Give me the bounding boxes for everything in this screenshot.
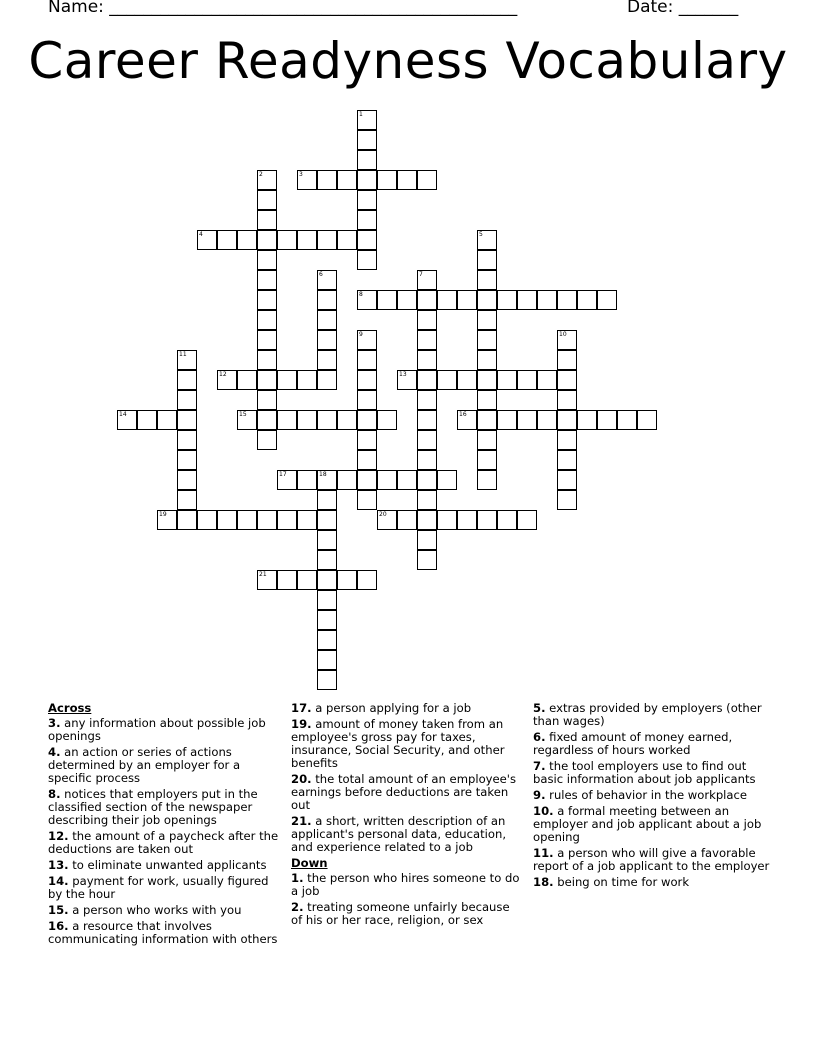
crossword-cell[interactable]: [357, 330, 377, 350]
crossword-cell[interactable]: [177, 430, 197, 450]
crossword-cell[interactable]: [257, 170, 277, 190]
crossword-cell[interactable]: [417, 310, 437, 330]
crossword-cell[interactable]: [297, 370, 317, 390]
crossword-cell[interactable]: [557, 290, 577, 310]
crossword-cell[interactable]: [317, 470, 337, 490]
clue-number: 12.: [48, 829, 69, 843]
crossword-cell[interactable]: [197, 230, 217, 250]
clue-text: extras provided by employers (other than wages): [533, 701, 762, 728]
crossword-cell[interactable]: [237, 230, 257, 250]
crossword-cell[interactable]: [457, 370, 477, 390]
cell-clue-number: 11: [179, 351, 187, 358]
clue-text: payment for work, usually figured by the hour: [48, 874, 269, 901]
crossword-cell[interactable]: [257, 210, 277, 230]
crossword-cell[interactable]: [317, 590, 337, 610]
crossword-cell[interactable]: [417, 490, 437, 510]
crossword-cell[interactable]: [557, 410, 577, 430]
crossword-cell[interactable]: [417, 330, 437, 350]
clues-column-2: [291, 702, 523, 930]
clue-text: fixed amount of money earned, regardless of hours worked: [533, 730, 733, 757]
crossword-cell[interactable]: [177, 370, 197, 390]
crossword-cell[interactable]: [297, 510, 317, 530]
clue-across-14: [48, 875, 283, 901]
crossword-cell[interactable]: [177, 470, 197, 490]
crossword-cell[interactable]: [417, 370, 437, 390]
clue-text: notices that employers put in the classified section of the newspaper describing their job openings: [48, 787, 258, 827]
clue-text: the total amount of an employee's earnings before deductions are taken out: [291, 772, 517, 812]
clue-number: 3.: [48, 716, 61, 730]
crossword-cell[interactable]: [317, 510, 337, 530]
crossword-cell[interactable]: [317, 530, 337, 550]
cell-clue-number: 21: [259, 571, 267, 578]
clue-text: a resource that involves communicating information with others: [48, 919, 278, 946]
clue-number: 20.: [291, 772, 312, 786]
crossword-cell[interactable]: [357, 290, 377, 310]
crossword-cell[interactable]: [217, 230, 237, 250]
clue-number: 8.: [48, 787, 61, 801]
crossword-cell[interactable]: [257, 330, 277, 350]
name-field-label: Name: ________________________________________________: [48, 0, 518, 17]
clue-number: 2.: [291, 900, 304, 914]
crossword-cell[interactable]: [297, 410, 317, 430]
crossword-cell[interactable]: [437, 290, 457, 310]
crossword-cell[interactable]: [277, 510, 297, 530]
crossword-cell[interactable]: [497, 510, 517, 530]
crossword-cell[interactable]: [397, 170, 417, 190]
crossword-cell[interactable]: [397, 370, 417, 390]
crossword-cell[interactable]: [137, 410, 157, 430]
crossword-cell[interactable]: [417, 270, 437, 290]
clue-text: a person who works with you: [72, 903, 242, 917]
cell-clue-number: 16: [459, 411, 467, 418]
clue-across-12: [48, 830, 283, 856]
crossword-cell[interactable]: [377, 410, 397, 430]
crossword-cell[interactable]: [497, 290, 517, 310]
crossword-cell[interactable]: [477, 250, 497, 270]
clue-down-1: [291, 872, 523, 898]
date-field-label: Date: _______: [627, 0, 739, 17]
clue-number: 7.: [533, 759, 546, 773]
crossword-cell[interactable]: [397, 470, 417, 490]
crossword-cell[interactable]: [297, 170, 317, 190]
crossword-cell[interactable]: [357, 130, 377, 150]
crossword-cell[interactable]: [417, 550, 437, 570]
clue-text: the person who hires someone to do a job: [291, 871, 520, 898]
clue-down-6: [533, 731, 773, 757]
cell-clue-number: 17: [279, 471, 287, 478]
crossword-cell[interactable]: [317, 550, 337, 570]
crossword-cell[interactable]: [477, 450, 497, 470]
crossword-cell[interactable]: [317, 570, 337, 590]
clue-number: 9.: [533, 788, 546, 802]
crossword-cell[interactable]: [357, 390, 377, 410]
crossword-cell[interactable]: [357, 170, 377, 190]
crossword-cell[interactable]: [517, 510, 537, 530]
cell-clue-number: 3: [299, 171, 303, 178]
crossword-cell[interactable]: [217, 370, 237, 390]
crossword-cell[interactable]: [177, 350, 197, 370]
crossword-cell[interactable]: [557, 390, 577, 410]
down-heading: Down: [291, 856, 328, 870]
crossword-cell[interactable]: [317, 350, 337, 370]
crossword-cell[interactable]: [257, 570, 277, 590]
crossword-cell[interactable]: [277, 470, 297, 490]
cell-clue-number: 7: [419, 271, 423, 278]
cell-clue-number: 19: [159, 511, 167, 518]
crossword-cell[interactable]: [177, 510, 197, 530]
across-heading: Across: [48, 701, 92, 715]
clue-text: being on time for work: [557, 875, 690, 889]
clue-text: the amount of a paycheck after the deductions are taken out: [48, 829, 279, 856]
crossword-cell[interactable]: [117, 410, 137, 430]
crossword-cell[interactable]: [317, 290, 337, 310]
crossword-cell[interactable]: [317, 630, 337, 650]
crossword-cell[interactable]: [357, 430, 377, 450]
crossword-cell[interactable]: [557, 470, 577, 490]
crossword-cell[interactable]: [637, 410, 657, 430]
crossword-cell[interactable]: [317, 270, 337, 290]
crossword-cell[interactable]: [337, 570, 357, 590]
cell-clue-number: 13: [399, 371, 407, 378]
clue-down-10: [533, 805, 773, 844]
clue-down-2: [291, 901, 523, 927]
crossword-cell[interactable]: [357, 450, 377, 470]
crossword-cell[interactable]: [257, 270, 277, 290]
clue-text: to eliminate unwanted applicants: [72, 858, 267, 872]
crossword-cell[interactable]: [477, 370, 497, 390]
crossword-cell[interactable]: [277, 230, 297, 250]
crossword-cell[interactable]: [177, 450, 197, 470]
clue-down-9: [533, 789, 773, 802]
crossword-cell[interactable]: [277, 570, 297, 590]
cell-clue-number: 5: [479, 231, 483, 238]
crossword-cell[interactable]: [337, 230, 357, 250]
clue-across-15: [48, 904, 283, 917]
crossword-cell[interactable]: [337, 170, 357, 190]
crossword-cell[interactable]: [177, 490, 197, 510]
crossword-cell[interactable]: [477, 270, 497, 290]
clue-down-11: [533, 847, 773, 873]
crossword-cell[interactable]: [277, 370, 297, 390]
crossword-cell[interactable]: [477, 290, 497, 310]
crossword-cell[interactable]: [357, 230, 377, 250]
crossword-cell[interactable]: [377, 470, 397, 490]
crossword-cell[interactable]: [417, 290, 437, 310]
cell-clue-number: 18: [319, 471, 327, 478]
crossword-cell[interactable]: [477, 510, 497, 530]
crossword-cell[interactable]: [537, 370, 557, 390]
crossword-cell[interactable]: [277, 410, 297, 430]
crossword-cell[interactable]: [557, 430, 577, 450]
crossword-cell[interactable]: [417, 170, 437, 190]
crossword-cell[interactable]: [317, 310, 337, 330]
crossword-cell[interactable]: [577, 290, 597, 310]
crossword-cell[interactable]: [537, 290, 557, 310]
crossword-cell[interactable]: [477, 410, 497, 430]
crossword-cell[interactable]: [557, 370, 577, 390]
crossword-cell[interactable]: [557, 450, 577, 470]
crossword-cell[interactable]: [217, 510, 237, 530]
clue-text: amount of money taken from an employee's gross pay for taxes, insurance, Social Security, and other benefits: [291, 717, 505, 770]
crossword-cell[interactable]: [357, 110, 377, 130]
clue-number: 19.: [291, 717, 312, 731]
cell-clue-number: 14: [119, 411, 127, 418]
crossword-cell[interactable]: [577, 410, 597, 430]
crossword-cell[interactable]: [437, 370, 457, 390]
crossword-cell[interactable]: [477, 310, 497, 330]
clue-across-3: [48, 717, 283, 743]
crossword-cell[interactable]: [197, 510, 217, 530]
crossword-cell[interactable]: [297, 470, 317, 490]
cell-clue-number: 9: [359, 331, 363, 338]
crossword-cell[interactable]: [337, 470, 357, 490]
crossword-cell[interactable]: [517, 370, 537, 390]
crossword-cell[interactable]: [397, 290, 417, 310]
crossword-cell[interactable]: [437, 510, 457, 530]
crossword-cell[interactable]: [257, 190, 277, 210]
cell-clue-number: 4: [199, 231, 203, 238]
cell-clue-number: 20: [379, 511, 387, 518]
clue-text: the tool employers use to find out basic information about job applicants: [533, 759, 756, 786]
crossword-cell[interactable]: [357, 570, 377, 590]
crossword-cell[interactable]: [417, 470, 437, 490]
cell-clue-number: 6: [319, 271, 323, 278]
crossword-cell[interactable]: [557, 350, 577, 370]
crossword-cell[interactable]: [377, 170, 397, 190]
crossword-cell[interactable]: [357, 150, 377, 170]
crossword-cell[interactable]: [257, 250, 277, 270]
clue-down-18: [533, 876, 773, 889]
clue-across-13: [48, 859, 283, 872]
crossword-cell[interactable]: [177, 410, 197, 430]
clue-across-21: [291, 815, 523, 854]
clue-number: 16.: [48, 919, 69, 933]
crossword-cell[interactable]: [477, 470, 497, 490]
clues-column-3: [533, 702, 773, 892]
crossword-cell[interactable]: [317, 170, 337, 190]
crossword-cell[interactable]: [177, 390, 197, 410]
crossword-cell[interactable]: [357, 470, 377, 490]
crossword-cell[interactable]: [377, 510, 397, 530]
crossword-cell[interactable]: [257, 370, 277, 390]
crossword-cell[interactable]: [317, 490, 337, 510]
crossword-cell[interactable]: [357, 350, 377, 370]
crossword-cell[interactable]: [157, 410, 177, 430]
crossword-cell[interactable]: [157, 510, 177, 530]
crossword-cell[interactable]: [317, 230, 337, 250]
crossword-cell[interactable]: [357, 410, 377, 430]
crossword-cell[interactable]: [597, 410, 617, 430]
cell-clue-number: 10: [559, 331, 567, 338]
crossword-cell[interactable]: [537, 410, 557, 430]
crossword-cell[interactable]: [477, 330, 497, 350]
crossword-cell[interactable]: [397, 510, 417, 530]
crossword-cell[interactable]: [377, 290, 397, 310]
crossword-cell[interactable]: [257, 290, 277, 310]
crossword-cell[interactable]: [357, 490, 377, 510]
crossword-cell[interactable]: [357, 250, 377, 270]
crossword-cell[interactable]: [257, 230, 277, 250]
crossword-cell[interactable]: [257, 430, 277, 450]
cell-clue-number: 1: [359, 111, 363, 118]
crossword-cell[interactable]: [417, 350, 437, 370]
crossword-cell[interactable]: [357, 190, 377, 210]
crossword-cell[interactable]: [257, 410, 277, 430]
crossword-cell[interactable]: [337, 410, 357, 430]
crossword-cell[interactable]: [257, 350, 277, 370]
clue-number: 14.: [48, 874, 69, 888]
crossword-cell[interactable]: [317, 330, 337, 350]
cell-clue-number: 8: [359, 291, 363, 298]
clue-text: a person who will give a favorable report of a job applicant to the employer: [533, 846, 770, 873]
crossword-cell[interactable]: [317, 410, 337, 430]
clues-column-1: [48, 702, 283, 949]
crossword-cell[interactable]: [357, 370, 377, 390]
crossword-cell[interactable]: [257, 390, 277, 410]
clue-number: 15.: [48, 903, 69, 917]
cell-clue-number: 15: [239, 411, 247, 418]
clue-across-8: [48, 788, 283, 827]
crossword-cell[interactable]: [497, 410, 517, 430]
crossword-cell[interactable]: [557, 330, 577, 350]
crossword-cell[interactable]: [417, 450, 437, 470]
clue-number: 11.: [533, 846, 554, 860]
crossword-cell[interactable]: [477, 430, 497, 450]
crossword-cell[interactable]: [597, 290, 617, 310]
crossword-cell[interactable]: [437, 470, 457, 490]
crossword-cell[interactable]: [477, 350, 497, 370]
page-title: Career Readyness Vocabulary: [28, 32, 788, 90]
clue-number: 13.: [48, 858, 69, 872]
clue-text: treating someone unfairly because of his or her race, religion, or sex: [291, 900, 510, 927]
crossword-cell[interactable]: [517, 290, 537, 310]
clue-down-7: [533, 760, 773, 786]
crossword-cell[interactable]: [557, 490, 577, 510]
clue-text: any information about possible job openings: [48, 716, 266, 743]
crossword-cell[interactable]: [357, 210, 377, 230]
crossword-cell[interactable]: [237, 370, 257, 390]
clue-number: 21.: [291, 814, 312, 828]
crossword-cell[interactable]: [297, 570, 317, 590]
cell-clue-number: 12: [219, 371, 227, 378]
clue-text: a formal meeting between an employer and job applicant about a job opening: [533, 804, 762, 844]
crossword-cell[interactable]: [417, 390, 437, 410]
clue-text: rules of behavior in the workplace: [549, 788, 748, 802]
clue-number: 5.: [533, 701, 546, 715]
clue-number: 1.: [291, 871, 304, 885]
crossword-cell[interactable]: [317, 370, 337, 390]
crossword-cell[interactable]: [517, 410, 537, 430]
clue-across-17: [291, 702, 523, 715]
crossword-cell[interactable]: [497, 370, 517, 390]
clue-text: a person applying for a job: [315, 701, 472, 715]
crossword-cell[interactable]: [457, 290, 477, 310]
clue-down-5: [533, 702, 773, 728]
clue-number: 4.: [48, 745, 61, 759]
crossword-cell[interactable]: [417, 410, 437, 430]
crossword-cell[interactable]: [477, 390, 497, 410]
crossword-cell[interactable]: [457, 410, 477, 430]
crossword-cell[interactable]: [457, 510, 477, 530]
crossword-cell[interactable]: [317, 610, 337, 630]
crossword-cell[interactable]: [317, 670, 337, 690]
clue-text: a short, written description of an applicant's personal data, education, and experience related to a job: [291, 814, 506, 854]
clue-across-4: [48, 746, 283, 785]
crossword-cell[interactable]: [417, 530, 437, 550]
clue-across-20: [291, 773, 523, 812]
clue-across-19: [291, 718, 523, 770]
clue-text: an action or series of actions determined by an employer for a specific process: [48, 745, 241, 785]
crossword-cell[interactable]: [417, 430, 437, 450]
crossword-cell[interactable]: [257, 310, 277, 330]
cell-clue-number: 2: [259, 171, 263, 178]
clue-across-16: [48, 920, 283, 946]
crossword-cell[interactable]: [617, 410, 637, 430]
crossword-cell[interactable]: [477, 230, 497, 250]
crossword-cell[interactable]: [257, 510, 277, 530]
crossword-cell[interactable]: [237, 510, 257, 530]
crossword-cell[interactable]: [317, 650, 337, 670]
crossword-cell[interactable]: [417, 510, 437, 530]
crossword-cell[interactable]: [237, 410, 257, 430]
clue-number: 18.: [533, 875, 554, 889]
clue-number: 10.: [533, 804, 554, 818]
clue-number: 6.: [533, 730, 546, 744]
clue-number: 17.: [291, 701, 312, 715]
crossword-cell[interactable]: [297, 230, 317, 250]
